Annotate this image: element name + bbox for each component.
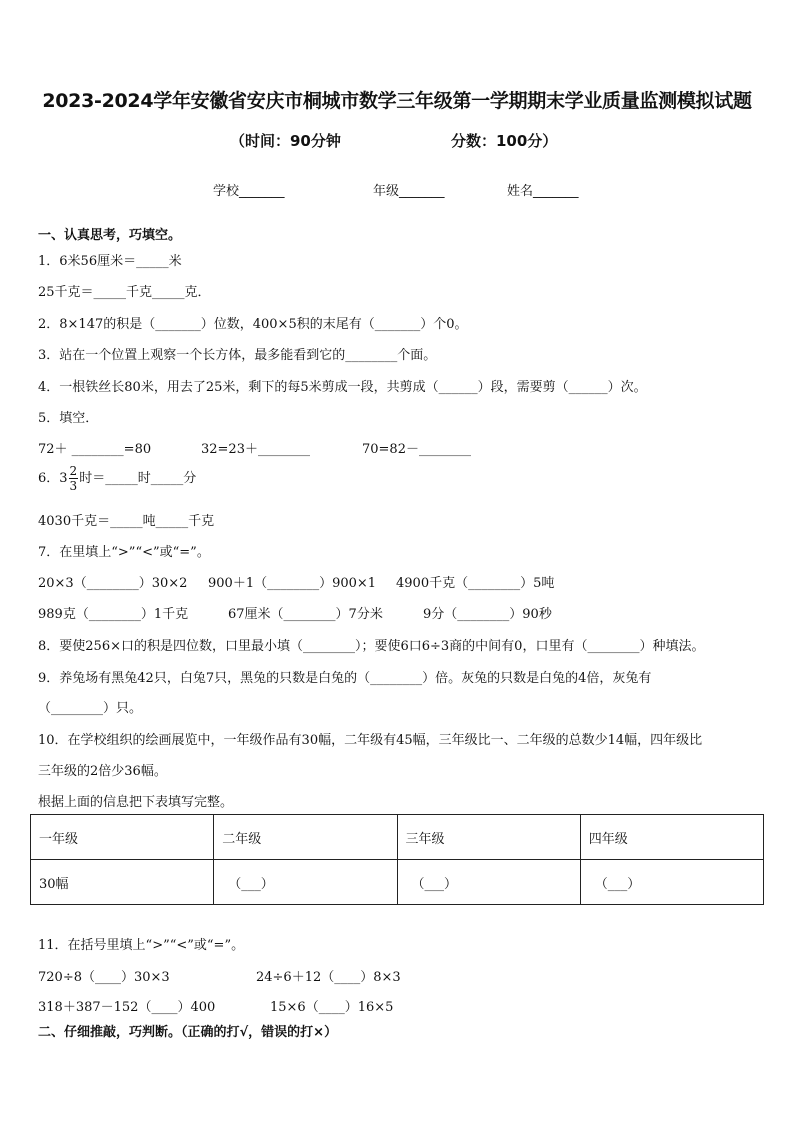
grade-field: 年级_______ (373, 184, 445, 199)
question-10c: 根据上面的信息把下表填写完整。 (38, 795, 234, 810)
question-7-r2c: 9分（________）90秒 (423, 607, 552, 622)
question-11-r2a: 318＋387－152（____）400 (38, 1000, 216, 1015)
question-7-r1a: 20×3（________）30×2 (38, 576, 188, 591)
question-9b: （________）只。 (38, 701, 143, 716)
section2-heading: 二、仔细推敲，巧判断。（正确的打√，错误的打×） (38, 1025, 338, 1040)
question-7-r1c: 4900千克（________）5吨 (396, 576, 555, 591)
table-header-cell: 三年级 (397, 815, 580, 860)
question-5a: 72＋ ________=80 (38, 442, 152, 457)
exam-time: （时间：90分钟 (230, 132, 341, 150)
table-row (31, 860, 764, 905)
table-header-cell: 四年级 (580, 815, 763, 860)
q6-numerator: 2 (69, 464, 78, 478)
page-title: 2023-2024学年安徽省安庆市桐城市数学三年级第一学期期末学业质量监测模拟试题 (42, 90, 752, 112)
name-field: 姓名_______ (507, 184, 579, 199)
table-header-row (31, 815, 764, 860)
question-11-r1a: 720÷8（____）30×3 (38, 970, 170, 985)
question-5b: 32=23＋________ (201, 442, 310, 457)
table-cell: 30幅 (31, 860, 214, 905)
question-9a: 9．养兔场有黑兔42只，白兔7只，黑兔的只数是白兔的（________）倍。灰兔的只数是白兔的4倍，灰兔有 (38, 671, 652, 686)
question-6b: 4030千克＝_____吨_____千克 (38, 514, 215, 529)
table-cell-blank[interactable]: （___） (214, 860, 397, 905)
question-5: 5．填空． (38, 411, 99, 426)
question-7-r2a: 989克（________）1千克 (38, 607, 189, 622)
question-10a: 10．在学校组织的绘画展览中，一年级作品有30幅，二年级有45幅，三年级比一、二年级的总数少14幅，四年级比 (38, 733, 703, 748)
question-6a (38, 464, 196, 493)
table-header-cell: 二年级 (214, 815, 397, 860)
question-8: 8．要使256×口的积是四位数，口里最小填（________）；要使6口6÷3商的中间有0，口里有（________）种填法。 (38, 639, 705, 654)
section1-heading: 一、认真思考，巧填空。 (38, 228, 182, 243)
table-cell-blank[interactable]: （___） (397, 860, 580, 905)
table-cell-blank[interactable]: （___） (580, 860, 763, 905)
question-7-r2b: 67厘米（________）7分米 (228, 607, 383, 622)
question-1a: 1．6米56厘米＝_____米 (38, 254, 182, 269)
q6-denominator: 3 (69, 479, 78, 493)
table-header-cell: 一年级 (31, 815, 214, 860)
question-2: 2．8×147的积是（_______）位数，400×5积的末尾有（_______）个0。 (38, 317, 468, 332)
question-3: 3．站在一个位置上观察一个长方体，最多能看到它的________个面。 (38, 348, 437, 363)
question-11-r2b: 15×6（____）16×5 (270, 1000, 394, 1015)
question-10b: 三年级的2倍少36幅。 (38, 764, 167, 779)
q6-whole: 6．3 (38, 471, 68, 486)
question-1b: 25千克＝_____千克_____克． (38, 285, 211, 300)
question-7: 7．在里填上“>”“<”或“=”。 (38, 545, 210, 560)
question-11: 11．在括号里填上“>”“<”或“=”。 (38, 938, 245, 953)
grade-works-table (30, 814, 764, 905)
question-4: 4．一根铁丝长80米，用去了25米，剩下的每5米剪成一段，共剪成（______）段，需要剪（______）次。 (38, 380, 647, 395)
q6-fraction (69, 464, 79, 493)
exam-score: 分数：100分） (451, 132, 558, 150)
question-7-r1b: 900＋1（________）900×1 (208, 576, 377, 591)
question-5c: 70=82－________ (362, 442, 471, 457)
question-11-r1b: 24÷6＋12（____）8×3 (256, 970, 401, 985)
school-field: 学校_______ (213, 184, 285, 199)
q6-rest: 时＝_____时_____分 (79, 471, 197, 486)
